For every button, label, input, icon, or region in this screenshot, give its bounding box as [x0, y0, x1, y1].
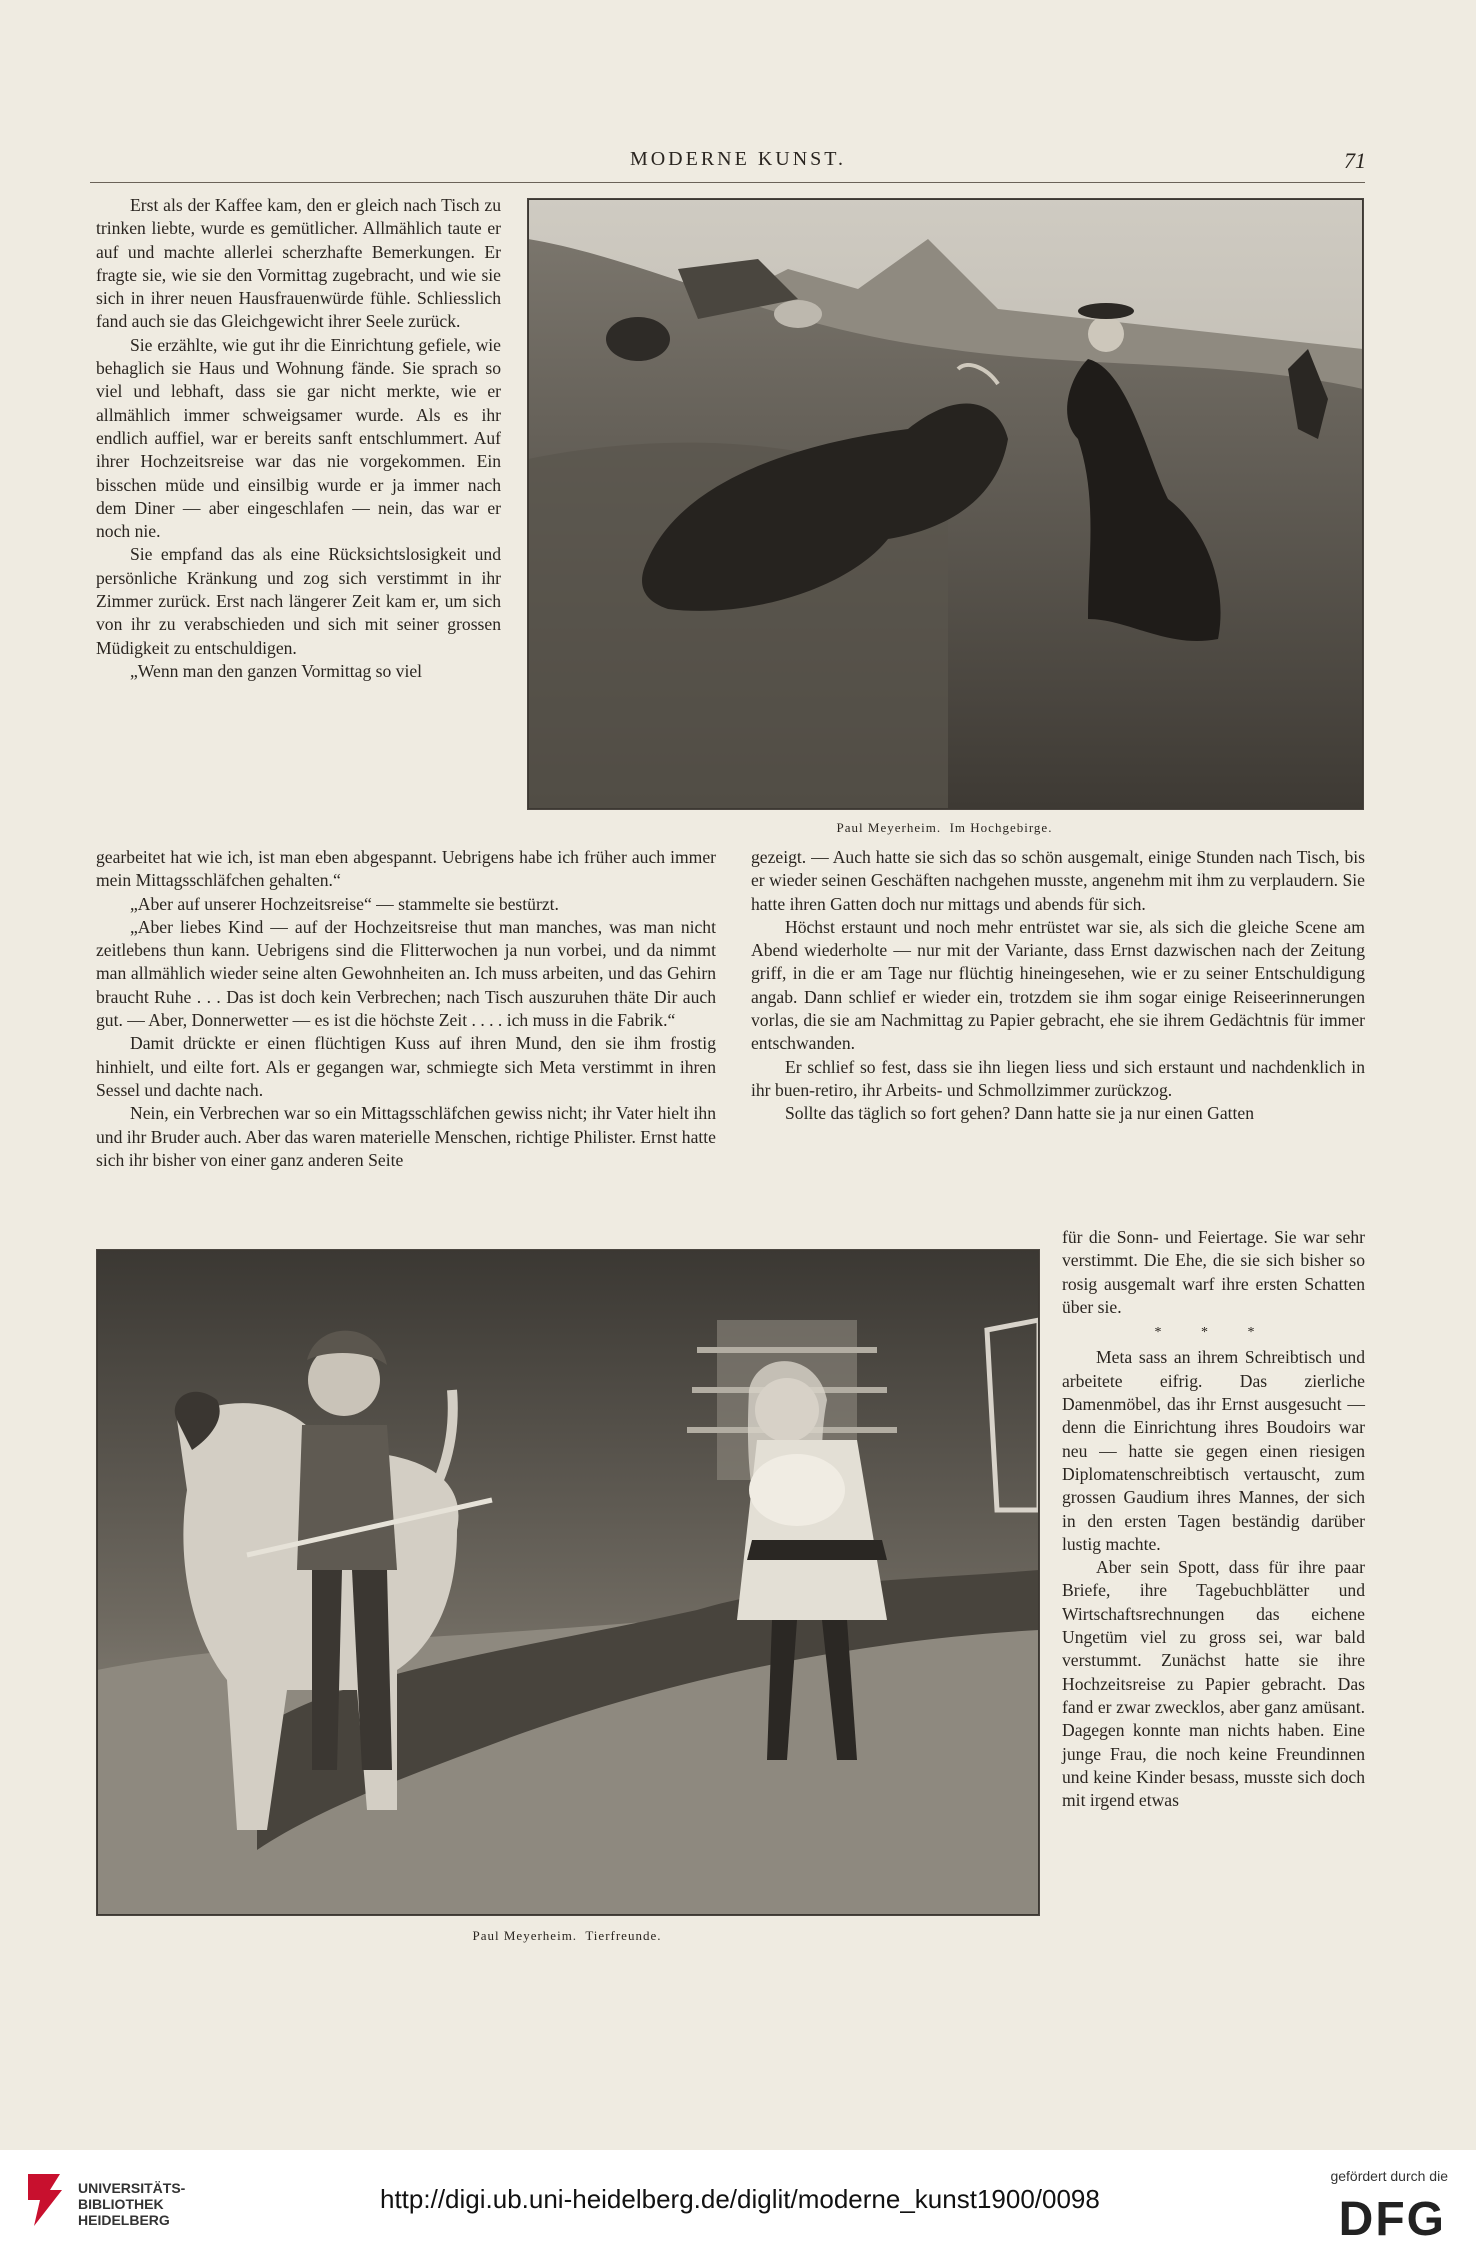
library-line-2: BIBLIOTHEK	[78, 2196, 164, 2212]
library-name	[78, 2180, 185, 2228]
paragraph: Er schlief so fest, dass sie ihn liegen liess und sich erstaunt und nachdenklich in ihr buen-retiro, ihr Arbeits- und Schmollzimmer zurückzog.	[751, 1056, 1365, 1100]
caption-im-hochgebirge	[527, 820, 1362, 836]
funded-by-label: gefördert durch die	[1330, 2168, 1448, 2184]
page-number: 71	[1344, 148, 1366, 173]
permalink-url[interactable]: http://digi.ub.uni-heidelberg.de/diglit/moderne_kunst1900/0098	[380, 2184, 1100, 2214]
text-column-3-bottom	[1062, 1226, 1365, 1812]
paragraph: Sie empfand das als eine Rücksichtslosigkeit und persönliche Kränkung und zog sich verstimmt in ihr Zimmer zurück. Erst nach längerer Zeit kam er, um sich von ihr zu verabschieden und sich mit seiner grossen Müdigkeit zu entschuldigen.	[96, 544, 501, 658]
mountain-pasture-image	[528, 199, 1363, 809]
paragraph: „Aber auf unserer Hochzeitsreise“ — stammelte sie bestürzt.	[130, 893, 559, 914]
library-line-1: UNIVERSITÄTS-	[78, 2180, 186, 2196]
caption-title: Im Hochgebirge.	[949, 820, 1053, 835]
text-column-1-middle	[96, 846, 716, 1172]
paragraph: Meta sass an ihrem Schreibtisch und arbeitete eifrig. Das zierliche Damenmöbel, das ihr Ernst ausgesucht — denn die Einrichtung ihres Boudoirs war neu — hatte sie gegen einen riesigen Diplomatenschreibtisch vertauscht, zum grossen Gaudium ihres Mannes, der sich in den ersten Tagen beständig darüber lustig machte.	[1062, 1347, 1365, 1554]
painting-tierfreunde	[96, 1249, 1040, 1916]
paragraph: gezeigt. — Auch hatte sie sich das so schön ausgemalt, einige Stunden nach Tisch, bis er wieder seinen Geschäften nachgehen musste, angenehm mit ihm zu verplaudern. Sie hatte ihren Gatten doch nur mittags und abends für sich.	[751, 847, 1365, 914]
heidelberg-library-logo-icon	[20, 2168, 70, 2232]
paragraph: Erst als der Kaffee kam, den er gleich nach Tisch zu trinken liebte, wurde es gemütlicher. Allmählich taute er auf und machte allerlei scherzhafte Bemerkungen. Er fragte sie, wie sie den Vormittag zugebracht, und wie sie sich in ihrer neuen Hausfrauenwürde fühle. Schliesslich fand auch sie das Gleichgewicht ihrer Seele zurück.	[96, 195, 501, 332]
paragraph: Sollte das täglich so fort gehen? Dann hatte sie ja nur einen Gatten	[785, 1103, 1255, 1124]
text-column-1-top	[96, 194, 501, 683]
digitization-footer	[0, 2150, 1476, 2255]
caption-artist: Paul Meyerheim.	[836, 820, 942, 835]
caption-title: Tierfreunde.	[585, 1928, 662, 1943]
dfg-logo: DFG	[1338, 2193, 1446, 2246]
running-title: MODERNE KUNST.	[629, 148, 847, 170]
text-column-2-middle	[751, 846, 1365, 1126]
caption-tierfreunde	[96, 1928, 1038, 1944]
library-line-3: HEIDELBERG	[78, 2212, 170, 2228]
paragraph: für die Sonn- und Feiertage. Sie war sehr verstimmt. Die Ehe, die sie sich bisher so rosig ausgemalt warf ihre ersten Schatten über sie.	[1062, 1227, 1365, 1317]
children-with-animals-image	[97, 1250, 1039, 1915]
paragraph: „Aber liebes Kind — auf der Hochzeitsreise thut man manches, was man nicht zeitlebens thun kann. Uebrigens sind die Flitterwochen ja nun vorbei, und da nimmt man allmählich wieder seine alten Gewohnheiten an. Ich muss arbeiten, und das Gehirn braucht Ruhe . . . Das ist doch kein Verbrechen; nach Tisch auszuruhen thäte Dir auch gut. — Aber, Donnerwetter — es ist die höchste Zeit . . . . ich muss in die Fabrik.“	[96, 916, 716, 1031]
paragraph: Nein, ein Verbrechen war so ein Mittagsschläfchen gewiss nicht; ihr Vater hielt ihn und ihr Bruder auch. Aber das waren materielle Menschen, richtige Philister. Ernst hatte sich ihr bisher von einer ganz anderen Seite	[96, 1103, 716, 1170]
section-break-stars: * * *	[1154, 1325, 1273, 1341]
paragraph: Sie erzählte, wie gut ihr die Einrichtung gefiele, wie behaglich sie Haus und Wohnung fände. Sie sprach so viel und lebhaft, dass sie gar nicht merkte, wie er allmählich immer schweigsamer wurde. Als es ihr endlich auffiel, war er bereits sanft entschlummert. Auf ihrer Hochzeitsreise war das nie vorgekommen. Ein bisschen müde und einsilbig wurde er ja immer nach dem Diner — aber eingeschlafen — nein, das war er noch nie.	[96, 334, 501, 542]
paragraph: Damit drückte er einen flüchtigen Kuss auf ihren Mund, den sie ihm frostig hinhielt, und eilte fort. Als er gegangen war, schmiegte sich Meta verstimmt in ihren Sessel und dachte nach.	[96, 1033, 716, 1100]
header-rule	[90, 182, 1365, 183]
paragraph: Höchst erstaunt und noch mehr entrüstet war sie, als sich die gleiche Scene am Abend wiederholte — nur mit der Variante, dass Ernst dazwischen nach der Zeitung griff, in die er am Tage nur flüchtig hineingesehen, wie er zu seiner Entschuldigung angab. Dann schlief er wieder ein, trotzdem sie ihm sogar einige Reiseerinnerungen vorlas, die sie am Nachmittag zu Papier gebracht, ehe sie ihrem Gedächtnis für immer entschwanden.	[751, 916, 1365, 1054]
painting-im-hochgebirge	[527, 198, 1364, 810]
paragraph: Aber sein Spott, dass für ihre paar Briefe, ihre Tagebuchblätter und Wirtschaftsrechnungen das eichene Ungetüm viel zu gross sei, war bald verstummt. Zunächst hatte sie ihre Hochzeitsreise zu Papier gebracht. Das fand er zwar zwecklos, aber ganz amüsant. Dagegen konnte man nichts haben. Eine junge Frau, die noch keine Freundinnen und keine Kinder besass, musste sich doch mit irgend etwas	[1062, 1557, 1365, 1811]
caption-artist: Paul Meyerheim.	[472, 1928, 578, 1943]
paragraph: „Wenn man den ganzen Vormittag so viel	[130, 660, 423, 681]
paragraph: gearbeitet hat wie ich, ist man eben abgespannt. Uebrigens habe ich früher auch immer mein Mittagsschläfchen gehalten.“	[96, 847, 716, 891]
